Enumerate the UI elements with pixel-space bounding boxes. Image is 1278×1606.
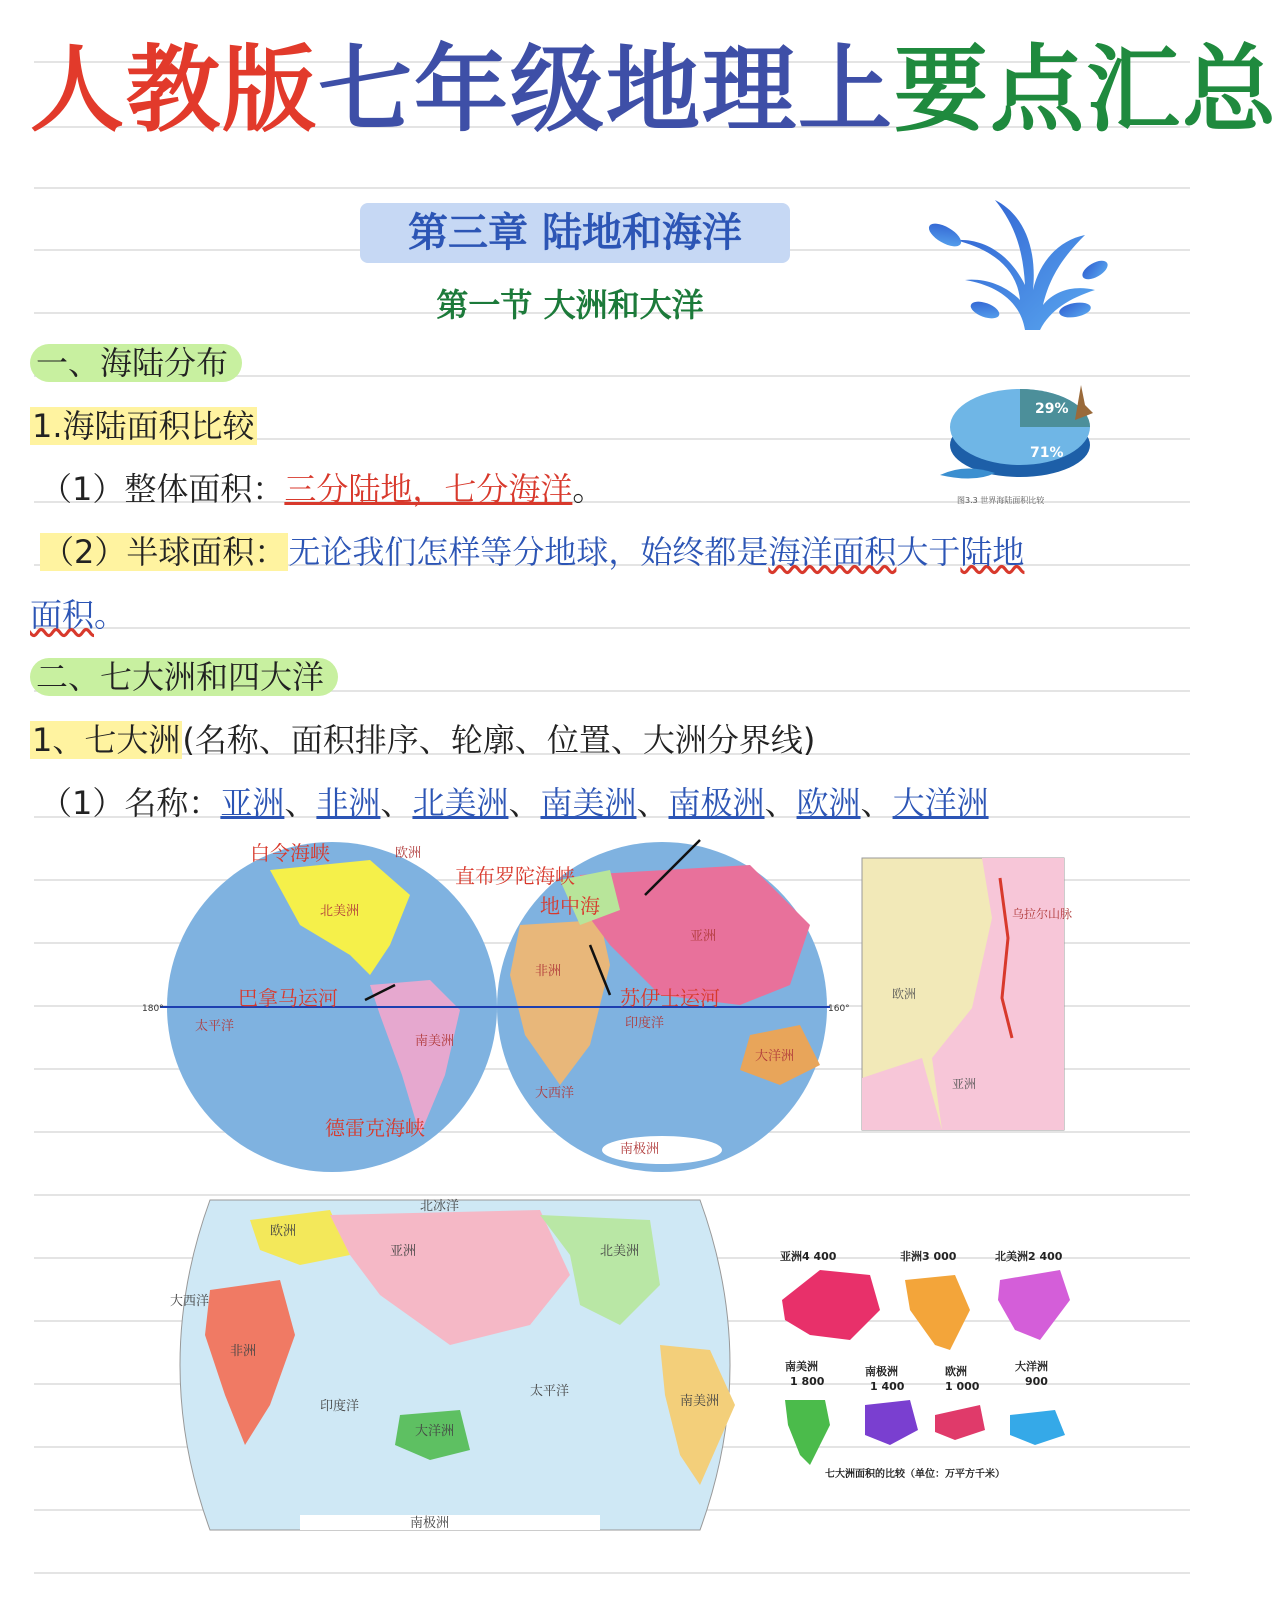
map-label: 巴拿马运河: [238, 986, 338, 1010]
area-name: 南美洲: [785, 1360, 818, 1373]
svg-text:亚洲4 400: [780, 1249, 837, 1263]
map-label: 欧洲: [892, 987, 917, 1001]
subheading-seven-continents: 1、七大洲(名称、面积排序、轮廓、位置、大洲分界线): [32, 721, 816, 759]
pie-caption: 图3.3 世界海陆面积比较: [957, 496, 1045, 505]
area-name: 欧洲: [945, 1365, 967, 1378]
heading-sea-land: 一、海陆分布: [30, 338, 242, 388]
map-label: 太平洋: [530, 1384, 570, 1399]
title-part-1: 人教版: [30, 35, 319, 145]
map-label: 苏伊士运河: [620, 986, 720, 1010]
title-part-2: 七年级地理上: [318, 35, 895, 145]
world-map: [150, 1195, 760, 1535]
map-label: 印度洋: [320, 1399, 360, 1414]
area-value: 900: [1025, 1375, 1048, 1388]
oceania-shape: [1010, 1410, 1065, 1445]
continent-name: 欧洲: [796, 784, 861, 822]
pie-ocean-label: 71%: [1030, 445, 1064, 461]
item-hemisphere-area: （2）半球面积：无论我们怎样等分地球，始终都是海洋面积大于陆地: [42, 533, 1025, 571]
item-hemisphere-area-cont: 面积。: [30, 596, 127, 634]
north-america-shape: [998, 1270, 1070, 1340]
area-value: 3 000: [922, 1250, 957, 1263]
continent-name: 非洲: [316, 784, 381, 822]
item-continent-names: （1）名称：亚洲、非洲、北美洲、南美洲、南极洲、欧洲、大洋洲: [40, 784, 989, 822]
area-name: 南极洲: [865, 1365, 898, 1378]
page-title: [30, 35, 1278, 145]
continent-name: 南美洲: [540, 784, 637, 822]
map-label: 大西洋: [170, 1294, 210, 1309]
area-caption: 七大洲面积的比较（单位：万平方千米）: [825, 1469, 1005, 1480]
map-label: 亚洲: [952, 1077, 977, 1091]
map-label: 大西洋: [535, 1086, 575, 1101]
map-label: 大洋洲: [755, 1049, 795, 1064]
area-name: 大洋洲: [1015, 1360, 1048, 1373]
subheading-area-compare: 1.海陆面积比较: [32, 407, 255, 445]
map-label: 亚洲: [390, 1244, 417, 1259]
map-label: 欧洲: [270, 1224, 297, 1239]
map-label: 南美洲: [415, 1034, 455, 1049]
area-name: 非洲: [900, 1250, 922, 1263]
map-label: 印度洋: [625, 1016, 665, 1031]
continent-name: 亚洲: [220, 784, 285, 822]
antarctica-shape: [865, 1400, 918, 1445]
continent-name: 南极洲: [668, 784, 765, 822]
svg-text:北美洲2 400: [995, 1249, 1063, 1263]
asia-shape: [782, 1270, 880, 1340]
continent-name: 大洋洲: [892, 784, 989, 822]
europe-shape: [935, 1405, 985, 1440]
map-label: 太平洋: [195, 1019, 235, 1034]
coral-decoration: [925, 190, 1105, 335]
hemisphere-map: [140, 835, 860, 1175]
area-value: 1 400: [870, 1380, 905, 1393]
area-value: 1 000: [945, 1380, 980, 1393]
ural-boundary-map: [862, 858, 1073, 1130]
continent-area-chart: [770, 1240, 1090, 1490]
svg-text:非洲3 000: [900, 1249, 957, 1263]
map-label: 北美洲: [600, 1244, 640, 1259]
land-ocean-pie-image: [935, 365, 1110, 510]
map-label: 白令海峡: [250, 841, 330, 865]
map-label: 180°: [142, 1004, 164, 1014]
area-value: 4 400: [802, 1250, 837, 1263]
title-part-3: 要点汇总: [894, 35, 1278, 145]
chapter-heading: 第三章 陆地和海洋: [360, 203, 790, 263]
map-label: 南极洲: [410, 1516, 450, 1531]
map-label: 德雷克海峡: [325, 1116, 425, 1140]
area-value: 2 400: [1028, 1250, 1063, 1263]
africa-shape: [905, 1275, 970, 1350]
map-label: 地中海: [540, 894, 600, 918]
section-heading: 第一节 大洲和大洋: [436, 286, 704, 324]
map-label: 南美洲: [680, 1394, 720, 1409]
map-label: 直布罗陀海峡: [455, 864, 575, 888]
area-value: 1 800: [790, 1375, 825, 1388]
map-label: 北美洲: [320, 904, 360, 919]
map-label: 非洲: [230, 1344, 257, 1359]
map-label: 非洲: [535, 964, 562, 979]
south-america-shape: [785, 1400, 830, 1465]
continent-name: 北美洲: [412, 784, 509, 822]
map-label: 南极洲: [620, 1142, 660, 1157]
item-total-area: （1）整体面积：三分陆地，七分海洋。: [40, 470, 605, 508]
pie-land-label: 29%: [1035, 401, 1069, 417]
heading-continents-oceans: 二、七大洲和四大洋: [30, 652, 338, 702]
map-label: 亚洲: [690, 929, 717, 944]
area-name: 北美洲: [995, 1250, 1028, 1263]
map-label: 乌拉尔山脉: [1012, 907, 1073, 921]
area-name: 亚洲: [780, 1250, 802, 1263]
map-label: 160°: [828, 1004, 850, 1014]
map-label: 欧洲: [395, 846, 422, 861]
map-label: 大洋洲: [415, 1424, 455, 1439]
map-label: 北冰洋: [420, 1199, 460, 1214]
